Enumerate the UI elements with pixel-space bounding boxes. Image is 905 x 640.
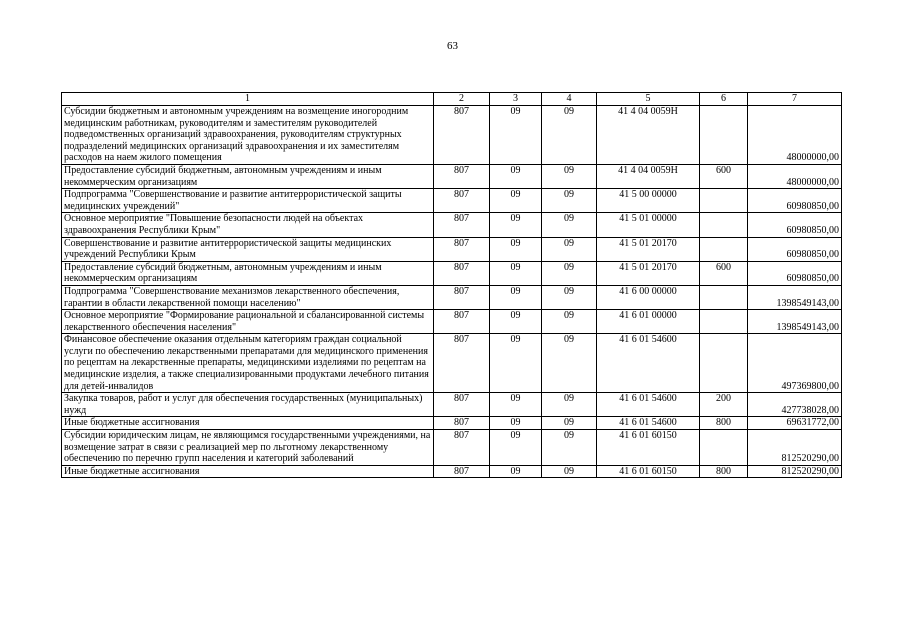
amount-cell: 60980850,00 (748, 189, 842, 213)
table-row (62, 310, 842, 334)
section-code-cell: 09 (490, 237, 542, 261)
subsection-code-cell: 09 (542, 189, 597, 213)
amount-cell: 48000000,00 (748, 106, 842, 165)
expense-type-cell (700, 189, 748, 213)
target-article-cell: 41 6 01 60150 (597, 430, 700, 466)
column-number-row (62, 93, 842, 106)
amount-cell: 69631772,00 (748, 417, 842, 430)
expense-type-cell (700, 285, 748, 309)
amount-cell: 48000000,00 (748, 164, 842, 188)
amount-cell: 812520290,00 (748, 465, 842, 478)
target-article-cell: 41 6 01 60150 (597, 465, 700, 478)
expense-name-cell: Основное мероприятие "Формирование рациональной и сбалансированной системы лекарственного обеспечения населения" (62, 310, 434, 334)
grbs-code-cell: 807 (434, 213, 490, 237)
grbs-code-cell: 807 (434, 106, 490, 165)
target-article-cell: 41 6 01 54600 (597, 334, 700, 393)
grbs-code-cell: 807 (434, 393, 490, 417)
grbs-code-cell: 807 (434, 334, 490, 393)
table-row (62, 213, 842, 237)
section-code-cell: 09 (490, 164, 542, 188)
expense-type-cell: 600 (700, 164, 748, 188)
expense-type-cell (700, 430, 748, 466)
expense-type-cell (700, 237, 748, 261)
table-row (62, 189, 842, 213)
subsection-code-cell: 09 (542, 393, 597, 417)
subsection-code-cell: 09 (542, 417, 597, 430)
expense-type-cell (700, 334, 748, 393)
section-code-cell: 09 (490, 334, 542, 393)
grbs-code-cell: 807 (434, 189, 490, 213)
subsection-code-cell: 09 (542, 237, 597, 261)
table-row (62, 285, 842, 309)
section-code-cell: 09 (490, 189, 542, 213)
grbs-code-cell: 807 (434, 285, 490, 309)
subsection-code-cell: 09 (542, 334, 597, 393)
table-row (62, 237, 842, 261)
table-row (62, 106, 842, 165)
subsection-code-cell: 09 (542, 310, 597, 334)
subsection-code-cell: 09 (542, 213, 597, 237)
section-code-cell: 09 (490, 465, 542, 478)
expense-name-cell: Предоставление субсидий бюджетным, автономным учреждениям и иным некоммерческим организациям (62, 261, 434, 285)
amount-cell: 497369800,00 (748, 334, 842, 393)
target-article-cell: 41 5 00 00000 (597, 189, 700, 213)
page-number: 63 (447, 40, 458, 52)
target-article-cell: 41 6 01 54600 (597, 417, 700, 430)
grbs-code-cell: 807 (434, 164, 490, 188)
target-article-cell: 41 6 01 54600 (597, 393, 700, 417)
column-header: 3 (490, 93, 542, 106)
subsection-code-cell: 09 (542, 106, 597, 165)
amount-cell: 1398549143,00 (748, 285, 842, 309)
grbs-code-cell: 807 (434, 465, 490, 478)
expense-name-cell: Подпрограмма "Совершенствование и развитие антитеррористической защиты медицинских учреждений" (62, 189, 434, 213)
expense-type-cell (700, 310, 748, 334)
grbs-code-cell: 807 (434, 261, 490, 285)
column-header: 2 (434, 93, 490, 106)
amount-cell: 427738028,00 (748, 393, 842, 417)
column-header: 1 (62, 93, 434, 106)
column-header: 7 (748, 93, 842, 106)
column-header: 5 (597, 93, 700, 106)
target-article-cell: 41 5 01 00000 (597, 213, 700, 237)
expense-type-cell: 600 (700, 261, 748, 285)
amount-cell: 1398549143,00 (748, 310, 842, 334)
section-code-cell: 09 (490, 261, 542, 285)
section-code-cell: 09 (490, 393, 542, 417)
expense-name-cell: Иные бюджетные ассигнования (62, 465, 434, 478)
target-article-cell: 41 5 01 20170 (597, 237, 700, 261)
target-article-cell: 41 4 04 0059Н (597, 164, 700, 188)
subsection-code-cell: 09 (542, 164, 597, 188)
amount-cell: 60980850,00 (748, 237, 842, 261)
subsection-code-cell: 09 (542, 465, 597, 478)
grbs-code-cell: 807 (434, 310, 490, 334)
table-row (62, 164, 842, 188)
section-code-cell: 09 (490, 213, 542, 237)
expense-name-cell: Субсидии бюджетным и автономным учреждениям на возмещение иногородним медицинским работникам, руководителям и заместителям руководителей подведомственных организаций здравоохранения, руководителям структурных подразделений медицинских организаций здравоохранения и их заместителям расходов на наем жилого помещения (62, 106, 434, 165)
table-row (62, 334, 842, 393)
column-header: 4 (542, 93, 597, 106)
grbs-code-cell: 807 (434, 430, 490, 466)
expense-name-cell: Совершенствование и развитие антитеррористической защиты медицинских учреждений Республики Крым (62, 237, 434, 261)
amount-cell: 812520290,00 (748, 430, 842, 466)
expense-type-cell (700, 106, 748, 165)
target-article-cell: 41 5 01 20170 (597, 261, 700, 285)
table-row (62, 417, 842, 430)
budget-table (61, 92, 842, 478)
subsection-code-cell: 09 (542, 430, 597, 466)
grbs-code-cell: 807 (434, 237, 490, 261)
expense-name-cell: Субсидии юридическим лицам, не являющимся государственными учреждениями, на возмещение затрат в связи с реализацией мер по льготному лекарственному обеспечению по перечню групп населения и категорий заболеваний (62, 430, 434, 466)
expense-type-cell (700, 213, 748, 237)
expense-type-cell: 800 (700, 417, 748, 430)
expense-type-cell: 200 (700, 393, 748, 417)
expense-name-cell: Закупка товаров, работ и услуг для обеспечения государственных (муниципальных) нужд (62, 393, 434, 417)
section-code-cell: 09 (490, 310, 542, 334)
subsection-code-cell: 09 (542, 285, 597, 309)
table-row (62, 430, 842, 466)
section-code-cell: 09 (490, 285, 542, 309)
section-code-cell: 09 (490, 417, 542, 430)
expense-name-cell: Основное мероприятие "Повышение безопасности людей на объектах здравоохранения Республики Крым" (62, 213, 434, 237)
target-article-cell: 41 6 01 00000 (597, 310, 700, 334)
target-article-cell: 41 4 04 0059Н (597, 106, 700, 165)
section-code-cell: 09 (490, 430, 542, 466)
expense-name-cell: Предоставление субсидий бюджетным, автономным учреждениям и иным некоммерческим организациям (62, 164, 434, 188)
target-article-cell: 41 6 00 00000 (597, 285, 700, 309)
expense-name-cell: Иные бюджетные ассигнования (62, 417, 434, 430)
grbs-code-cell: 807 (434, 417, 490, 430)
section-code-cell: 09 (490, 106, 542, 165)
amount-cell: 60980850,00 (748, 213, 842, 237)
expense-name-cell: Финансовое обеспечение оказания отдельным категориям граждан социальной услуги по обеспечению лекарственными препаратами для медицинского применения по рецептам на лекарственные препараты, медицинскими изделиями по рецептам на медицинские изделия, а также специализированными продуктами лечебного питания для детей-инвалидов (62, 334, 434, 393)
table-row (62, 261, 842, 285)
column-header: 6 (700, 93, 748, 106)
expense-name-cell: Подпрограмма "Совершенствование механизмов лекарственного обеспечения, гарантии в области лекарственной помощи населению" (62, 285, 434, 309)
expense-type-cell: 800 (700, 465, 748, 478)
subsection-code-cell: 09 (542, 261, 597, 285)
table-row (62, 393, 842, 417)
table-row (62, 465, 842, 478)
amount-cell: 60980850,00 (748, 261, 842, 285)
